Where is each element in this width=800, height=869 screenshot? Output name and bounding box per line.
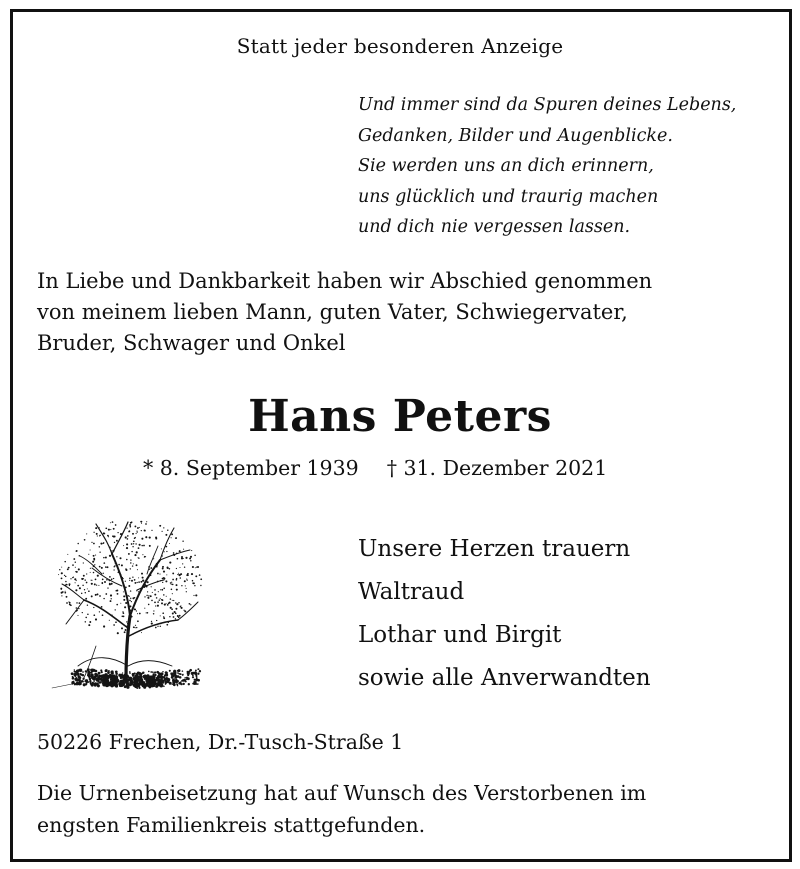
poem-line: Und immer sind da Spuren deines Lebens, bbox=[358, 95, 737, 115]
death-date: † 31. Dezember 2021 bbox=[386, 456, 608, 480]
life-dates bbox=[143, 456, 607, 480]
mourner-line: Lothar und Birgit bbox=[358, 622, 562, 648]
poem-line: uns glücklich und traurig machen bbox=[358, 186, 659, 207]
burial-line: engsten Familienkreis stattgefunden. bbox=[37, 813, 426, 837]
poem bbox=[358, 90, 736, 243]
birth-date: * 8. September 1939 bbox=[143, 456, 359, 480]
poem-line: Gedanken, Bilder und Augenblicke. bbox=[358, 125, 673, 146]
header-line: Statt jeder besonderen Anzeige bbox=[236, 34, 564, 58]
intro-text bbox=[37, 266, 652, 359]
address: 50226 Frechen, Dr.-Tusch-Straße 1 bbox=[37, 730, 404, 754]
burial-note bbox=[37, 777, 646, 841]
poem-line: Sie werden uns an dich erinnern, bbox=[358, 156, 654, 176]
tree-illustration-icon bbox=[42, 516, 210, 694]
intro-line: In Liebe und Dankbarkeit haben wir Abschied genommen bbox=[37, 269, 653, 293]
burial-line: Die Urnenbeisetzung hat auf Wunsch des Verstorbenen im bbox=[37, 781, 647, 805]
deceased-name: Hans Peters bbox=[248, 391, 552, 442]
mourner-line: Waltraud bbox=[358, 579, 465, 605]
mourners-list bbox=[358, 528, 651, 700]
intro-line: Bruder, Schwager und Onkel bbox=[37, 331, 346, 355]
intro-line: von meinem lieben Mann, guten Vater, Schwiegervater, bbox=[37, 300, 628, 324]
poem-line: und dich nie vergessen lassen. bbox=[358, 217, 631, 237]
mourner-line: sowie alle Anverwandten bbox=[358, 665, 651, 691]
mourner-line: Unsere Herzen trauern bbox=[358, 536, 631, 562]
